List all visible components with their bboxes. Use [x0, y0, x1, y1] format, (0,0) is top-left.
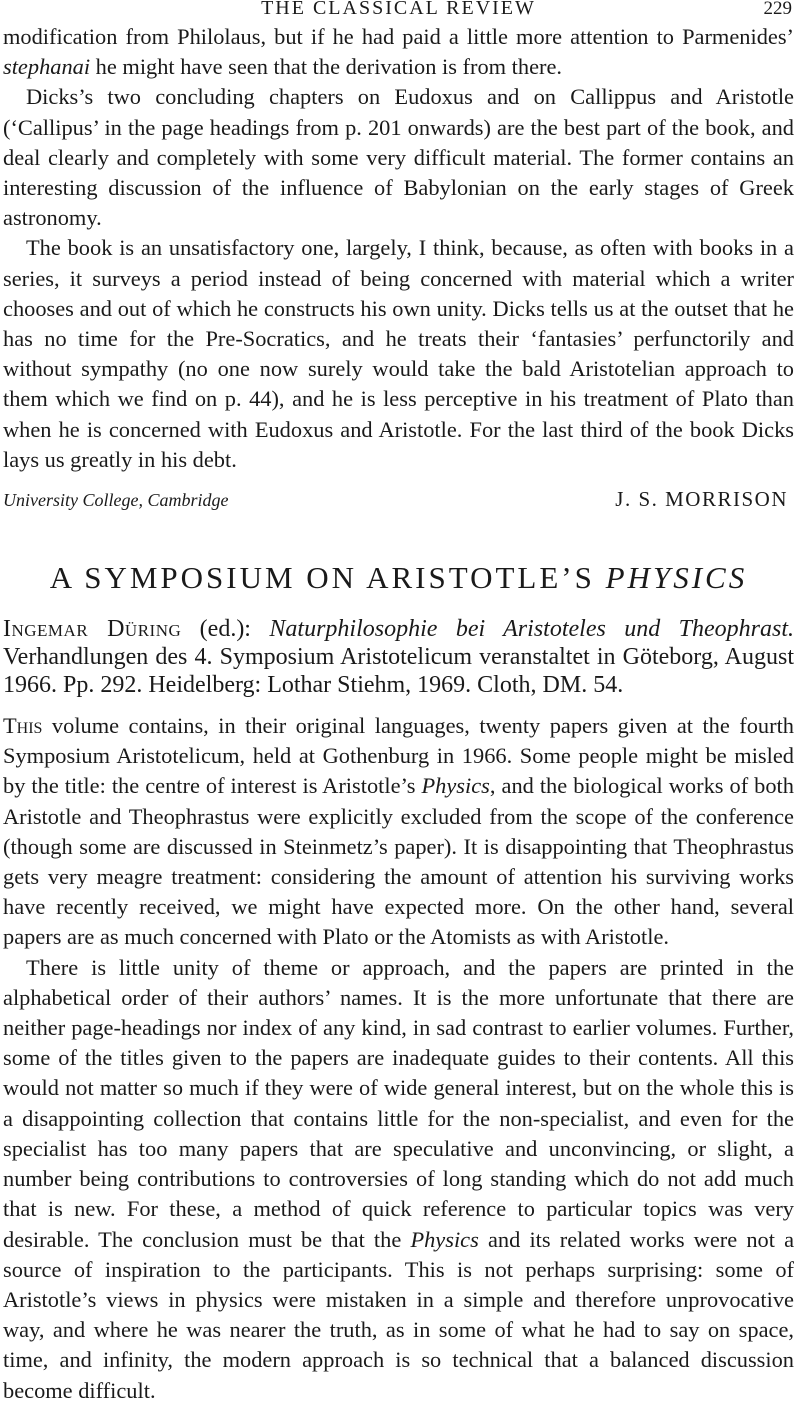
article-title-italic: PHYSICS [605, 560, 748, 596]
prev-review-paragraph-1 [3, 22, 794, 82]
review-paragraph-1-text-a: volume contains, in their original languages, twenty papers given at the fourth Symposium Aristotelicum, held at Gothenburg in 1966. Some people might be misled by the title: the centre of interest is Aristotle’s [3, 713, 794, 799]
book-details: Verhandlungen des 4. Symposium Aristotelicum veranstaltet in Göteborg, August 1966. Pp. 292. Heidelberg: Lothar Stiehm, 1969. Cloth, DM. 54. [3, 644, 794, 699]
physics-italic-2: Physics [410, 1226, 479, 1252]
book-title: Naturphilosophie bei Aristoteles und Theophrast. [269, 616, 794, 643]
page-number: 229 [763, 0, 792, 19]
book-author: Ingemar Düring [3, 616, 182, 643]
journal-page [3, 0, 794, 1406]
running-title: THE CLASSICAL REVIEW [261, 0, 536, 19]
book-editor-note: (ed.): [181, 616, 270, 643]
article-title [3, 561, 794, 595]
reviewer-affiliation: University College, Cambridge [3, 490, 229, 511]
prev-review-paragraph-1-text-a: modification from Philolaus, but if he had paid a little more attention to Parmenides’ [3, 24, 794, 49]
review-paragraph-1 [3, 711, 794, 953]
review-paragraph-1-text-c: , and the biological works of both Aristotle and Theophrastus were explicitly excluded from the scope of the conference (though some are discussed in Steinmetz’s paper). It is disappointing that Theophrastus gets very meagre treatment: considering the amount of attention his surviving works have recently received, we might have expected more. On the other hand, several papers are as much concerned with Plato or the Atomists as with Aristotle. [3, 773, 794, 950]
prev-review-paragraph-1-text-c: he might have seen that the derivation is from there. [90, 54, 562, 80]
review-paragraph-2-text-c: and its related works were not a source of inspiration to the participants. This is not perhaps surprising: some of Aristotle’s views in physics were mistaken in a simple and therefore unprovocative way, and where he was nearer the truth, as in some of what he had to say on space, time, and infinity, the modern approach is so technical that a balanced discussion become difficult. [3, 1226, 795, 1403]
article-title-main: A SYMPOSIUM ON ARISTOTLE’S [49, 560, 606, 596]
physics-italic: Physics [421, 773, 490, 799]
stephanai-italic: stephanai [3, 54, 91, 80]
review-signature [3, 487, 794, 521]
bibliographic-entry [3, 615, 794, 699]
prev-review-paragraph-2: Dicks’s two concluding chapters on Eudoxus and on Callippus and Aristotle (‘Callipus’ in the page headings from p. 201 onwards) are the best part of the book, and deal clearly and completely with some very difficult material. The former contains an interesting discussion of the influence of Babylonian on the early stages of Greek astronomy. [3, 84, 794, 231]
review-paragraph-2-text-a: There is little unity of theme or approach, and the papers are printed in the alphabetical order of their authors’ names. It is the more unfortunate that there are neither page-headings nor index of any kind, in sad contrast to earlier volumes. Further, some of the titles given to the papers are inadequate guides to their contents. All this would not matter so much if they were of wide general interest, but on the whole this is a disappointing collection that contains little for the non-specialist, and even for the specialist has too many papers that are speculative and unconvincing, or slight, a number being contributions to controversies of long standing which do not add much that is new. For these, a method of quick reference to particular topics was very desirable. The conclusion must be that the [3, 954, 794, 1252]
running-head [3, 0, 794, 22]
reviewer-name: J. S. MORRISON [615, 487, 788, 512]
review-paragraph-2 [3, 953, 794, 1406]
prev-review-paragraph-3: The book is an unsatisfactory one, largely, I think, because, as often with books in a series, it surveys a period instead of being concerned with material which a writer chooses and out of which he constructs his own unity. Dicks tells us at the outset that he has no time for the Pre-Socratics, and he treats their ‘fantasies’ perfunctorily and without sympathy (no one now surely would take the bald Aristotelian approach to them which we find on p. 44), and he is less perceptive in his treatment of Plato than when he is concerned with Eudoxus and Aristotle. For the last third of the book Dicks lays us greatly in his debt. [3, 235, 794, 472]
paragraph-lead-word: This [3, 713, 43, 739]
